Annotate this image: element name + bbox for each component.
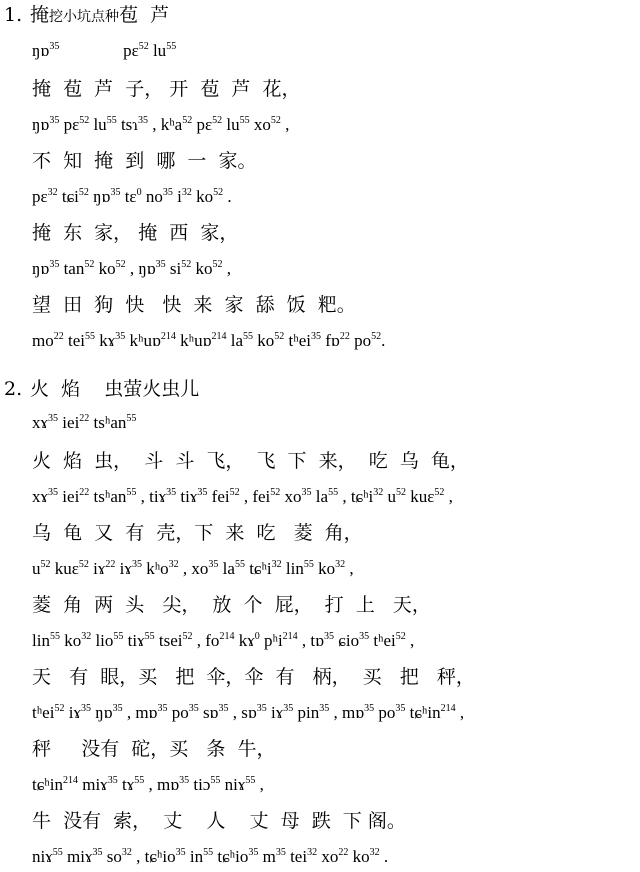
section-2-ipa-2: $u^{52}$ kuɛ$^{52}$ iɤ$^{22}$ iɤ$^{35}$ kʰo$^{32}$ , $xo^{35}$ $la^{55}$ tɕʰi$^{32}$ lin$^{55}$ $ko^{32}$ , (32, 559, 354, 578)
section-1-line-2: 不 知 掩 到 哪 一 家。 (32, 150, 257, 172)
section-2-ipa-3: lin$^{55}$ $ko^{32}$ lio$^{55}$ tiɤ$^{55}$ tsei$^{52}$ , $fo^{214}$ kɤ$^0$ pʰi$^{214}$ , tɒ$^{35}$ ɕio$^{35}$ tʰei$^{52}$ , (32, 631, 415, 650)
section-1-line-4: 望 田 狗 快 快 来 家 舔 饭 粑。 (32, 294, 356, 316)
section-1-title-ipa: ŋɒ$^{35}$ pɛ$^{52}$ $lu^{55}$ (32, 41, 177, 60)
section-2-line-1: 火 焰 虫， 斗 斗 飞， 飞 下 来， 吃 乌 龟， (32, 450, 469, 472)
section-1-number: 1. (4, 4, 23, 26)
section-2-title-ipa: xɤ$^{35}$ iei$^{22}$ tsʰan$^{55}$ (32, 413, 137, 432)
section-2-ipa-1: xɤ$^{35}$ iei$^{22}$ tsʰan$^{55}$ , tiɤ$^{35}$ tiɤ$^{35}$ fei$^{52}$ , fei$^{52}$ $xo^{35}$ $la^{55}$ , tɕʰi$^{32}$ $u^{52}$ kuɛ$^{52}$ , (32, 487, 453, 506)
section-1-ipa-3: ŋɒ$^{35}$ $\tan^{52} ko^{52}$ , ŋɒ$^{35}$ $si^{52}$ $ko^{52}$ , (32, 259, 231, 278)
section-2-title-text: 火 焰 虫萤火虫儿 (30, 378, 200, 400)
section-1-title-word: 掩 (30, 4, 50, 26)
section-1-ipa-1: ŋɒ$^{35}$ pɛ$^{52}$ $lu^{55}$ tsɿ$^{35}$ , kʰa$^{52}$ pɛ$^{52}$ $lu^{55}$ $xo^{52}$ , (32, 115, 290, 134)
section-2-ipa-5: tɕʰin$^{214}$ miɤ$^{35}$ tɤ$^{55}$ , mɒ$^{35}$ tiɔ$^{55}$ niɤ$^{55}$ , (32, 775, 264, 794)
section-1-line-1: 掩 苞 芦 子， 开 苞 芦 花， (32, 78, 301, 100)
section-1-ipa-4: $mo^{22}$ tei$^{55}$ kɤ$^{35}$ kʰuɒ$^{214}$ kʰuɒ$^{214}$ $la^{55}$ $ko^{52}$ tʰei$^{35}$ fɒ$^{22}$ $po^{52}$. (32, 331, 386, 350)
section-2-ipa-4: tʰei$^{52}$ iɤ$^{35}$ ŋɒ$^{35}$ , mɒ$^{35}$ $po^{35}$ sɒ$^{35}$ , sɒ$^{35}$ iɤ$^{35}$ pin$^{35}$ , mɒ$^{35}$ $po^{35}$ tɕʰin$^{214}$ , (32, 703, 465, 722)
section-2-line-5: 秤 没有 砣，买 条 牛， (32, 738, 276, 760)
section-2-line-3: 菱 角 两 头 尖， 放 个 屁， 打 上 天， (32, 594, 431, 616)
section-2-title (4, 380, 199, 399)
section-1-line-3: 掩 东 家， 掩 西 家， (32, 222, 239, 244)
section-2-number: 2. (4, 378, 23, 400)
section-2-line-6: 牛 没有 索， 丈 人 丈 母 跌 下 阁。 (32, 810, 406, 832)
section-1-title-gloss: 挖小坑点种 (49, 9, 120, 25)
section-2-line-4: 天 有 眼，买 把 伞，伞 有 柄， 买 把 秤， (32, 666, 475, 688)
section-2-ipa-6: niɤ$^{55}$ miɤ$^{35}$ $so^{32}$ , tɕʰio$^{35}$ $in^{55}$ tɕʰio$^{35}$ $m^{35}$ tei$^{32}$ $xo^{22}$ $ko^{32}$ . (32, 847, 389, 866)
section-2-line-2: 乌 龟 又 有 壳，下 来 吃 菱 角， (32, 522, 363, 544)
section-1-title-end: 苞 芦 (119, 4, 170, 26)
section-1-ipa-2: pɛ$^{32}$ tɕi$^{52}$ ŋɒ$^{35}$ tɛ$^0$ $no^{35}$ $i^{32}$ $ko^{52}$ . (32, 187, 232, 206)
section-1-title (4, 6, 169, 25)
